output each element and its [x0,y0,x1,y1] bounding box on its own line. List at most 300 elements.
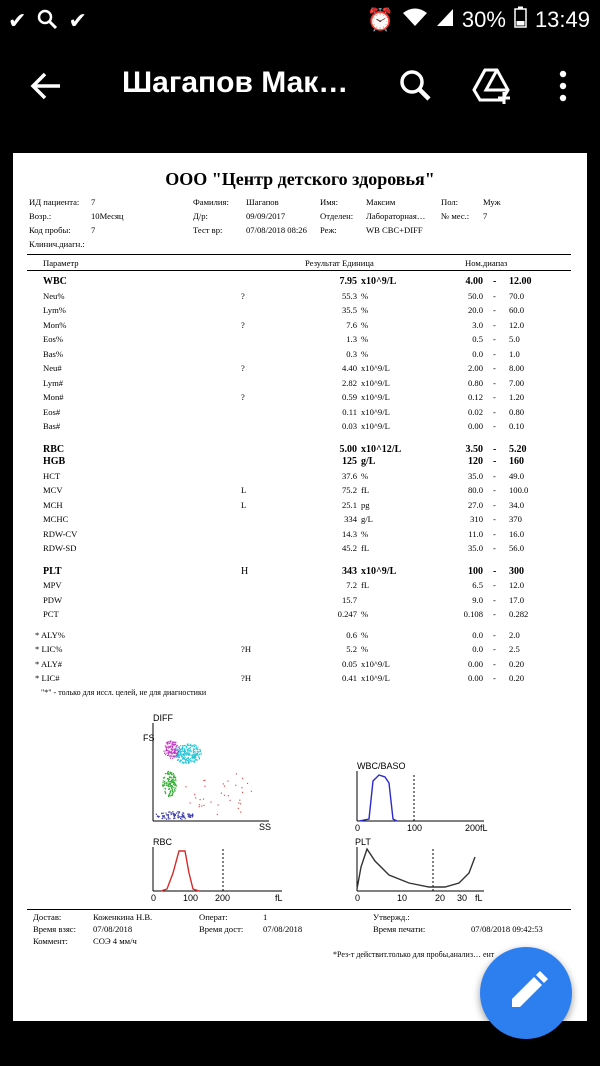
scatter-point [168,752,169,753]
scatter-point [194,744,195,745]
scatter-point [180,751,181,752]
scatter-point [200,749,201,750]
param-name: MPV [43,580,62,590]
result-unit: pg [361,500,370,510]
scatter-point [167,781,168,782]
scatter-point [179,749,180,750]
result-value: 125 [342,456,357,467]
search-icon [36,8,58,36]
rbc-unit: fL [275,893,283,903]
result-value: 7.2 [346,580,357,590]
search-icon[interactable] [396,66,436,106]
scatter-point [169,747,170,748]
scatter-point [182,754,183,755]
scatter-point [167,772,168,773]
result-unit: x10^9/L [361,378,390,388]
scatter-point [168,750,169,751]
scatter-point [162,784,163,785]
scatter-point [217,814,218,815]
scatter-point [193,757,194,758]
scatter-point [170,746,171,747]
range-low: 6.5 [472,580,483,590]
scatter-point [167,755,168,756]
scatter-point [165,773,166,774]
system-icons [366,6,590,34]
scatter-point [180,745,181,746]
result-unit: g/L [361,514,373,524]
scatter-point [177,745,178,746]
scatter-point [172,743,173,744]
scatter-point [171,788,172,789]
scatter-point [165,793,166,794]
scatter-point [185,786,186,787]
scatter-point [184,758,185,759]
result-value: 1.3 [346,334,357,344]
scatter-point [173,777,174,778]
age-label: Возр.: [29,211,52,221]
scatter-point [201,806,202,807]
range-dash: - [493,485,496,495]
scatter-point [168,741,169,742]
result-value: 0.03 [341,421,357,431]
scatter-point [170,786,171,787]
scatter-point [174,777,175,778]
param-name: RDW-SD [43,543,77,553]
scatter-point [190,815,191,816]
scatter-point [172,782,173,783]
scatter-point [198,751,199,752]
diff-x-label: SS [259,822,272,832]
param-name: * ALY% [35,630,65,640]
scatter-point [179,812,180,813]
scatter-point [173,818,174,819]
scatter-point [170,742,171,743]
param-name: Mon# [43,392,64,402]
scatter-point [171,774,172,775]
scatter-point [193,761,194,762]
range-low: 50.0 [467,291,483,301]
sex-label: Пол: [441,197,459,207]
scatter-point [189,750,190,751]
scatter-point [180,818,181,819]
scatter-point [199,806,200,807]
col-result-header: Результат Единица [305,258,374,268]
scatter-point [180,752,181,753]
scatter-point [238,803,239,804]
delivery-time-value: 07/08/2018 [263,924,303,934]
more-options-icon[interactable] [548,66,588,106]
result-value: 4.40 [341,363,357,373]
scatter-point [210,801,211,802]
app-bar [0,44,600,134]
scatter-point [163,813,164,814]
range-dash: - [493,500,496,510]
range-low: 27.0 [467,500,483,510]
range-low: 0.12 [467,392,483,402]
scatter-point [174,780,175,781]
scatter-point [190,758,191,759]
scatter-point [167,778,168,779]
status-bar [0,0,600,44]
scatter-point [193,751,194,752]
wbc-baso-histogram [349,761,499,841]
flag: H [241,566,249,577]
scatter-point [165,813,166,814]
param-name: * LIC% [35,644,63,654]
scatter-point [178,751,179,752]
scatter-point [170,781,171,782]
scatter-point [173,776,174,777]
surname-label: Фамилия: [193,197,229,207]
param-name: PLT [43,566,62,577]
wifi-icon [402,7,428,33]
scatter-point [168,755,169,756]
range-dash: - [493,673,496,683]
scatter-point [179,755,180,756]
range-dash: - [493,609,496,619]
range-low: 0.108 [463,609,483,619]
range-dash: - [493,444,497,455]
scatter-point [168,812,169,813]
scatter-point [190,749,191,750]
range-high: 8.00 [509,363,525,373]
scatter-point [174,748,175,749]
scatter-point [218,804,219,805]
scatter-point [189,747,190,748]
scatter-point [174,756,175,757]
wbc-baso-title: WBC/BASO [357,761,406,771]
bed-value: 7 [483,211,488,221]
scatter-point [183,763,184,764]
range-dash: - [493,580,496,590]
scatter-point [172,811,173,812]
result-unit: % [361,529,369,539]
flag: ?H [241,644,252,654]
range-high: 0.20 [509,659,525,669]
scatter-point [171,773,172,774]
scatter-point [164,777,165,778]
scatter-point [194,794,195,795]
result-value: 75.2 [341,485,357,495]
scatter-point [164,818,165,819]
scatter-point [169,793,170,794]
comment-value: СОЭ 4 мм/ч [93,936,137,946]
result-unit: % [361,644,369,654]
scatter-point [164,785,165,786]
sex-value: Муж [483,197,501,207]
scatter-point [195,759,196,760]
result-value: 25.1 [341,500,357,510]
clock: 13:49 [534,7,590,32]
scatter-point [171,782,172,783]
scatter-point [242,792,243,793]
wbc-tick-100: 100 [407,823,423,833]
range-dash: - [493,659,496,669]
range-low: 35.0 [467,471,483,481]
scatter-point [171,812,172,813]
result-value: 343 [342,566,357,577]
scatter-point [177,817,178,818]
range-high: 17.0 [509,595,525,605]
scatter-point [188,762,189,763]
scatter-point [167,814,168,815]
scatter-point [196,745,197,746]
scatter-point [178,813,179,814]
range-low: 80.0 [467,485,483,495]
age-value: 10Месяц [91,211,124,221]
scatter-point [169,777,170,778]
result-unit: fL [361,485,370,495]
scatter-point [170,783,171,784]
scatter-point [188,753,189,754]
range-high: 1.0 [509,349,520,359]
scatter-point [169,756,170,757]
param-name: Eos# [43,407,61,417]
scatter-point [179,816,180,817]
result-value: 5.2 [346,644,357,654]
plt-unit: fL [475,893,483,903]
range-dash: - [493,378,496,388]
range-high: 100.0 [509,485,529,495]
operator-value: 1 [263,912,268,922]
scatter-point [175,744,176,745]
flag: L [241,500,247,510]
result-unit: x10^9/L [361,392,390,402]
mode-label: Реж: [320,225,337,235]
result-unit: % [361,349,369,359]
scatter-point [171,785,172,786]
scatter-point [182,750,183,751]
scatter-point [172,790,173,791]
scatter-point [247,783,248,784]
scatter-point [158,817,159,818]
scatter-point [171,777,172,778]
scatter-point [240,803,241,804]
scatter-point [188,816,189,817]
scatter-point [189,760,190,761]
scatter-point [171,795,172,796]
param-name: MCHC [43,514,69,524]
scatter-point [168,783,169,784]
range-low: 0.0 [472,630,483,640]
scatter-point [168,754,169,755]
scatter-point [173,814,174,815]
scatter-point [173,744,174,745]
wbc-unit: fL [480,823,488,833]
scatter-point [177,750,178,751]
scatter-point [194,755,195,756]
operator-label: Операт: [199,912,228,922]
scatter-point [171,814,172,815]
scatter-point [169,774,170,775]
param-name: Bas% [43,349,64,359]
collection-time-value: 07/08/2018 [93,924,133,934]
scatter-point [227,781,228,782]
scatter-point [192,745,193,746]
divider [27,254,571,255]
range-high: 12.00 [509,276,532,287]
range-low: 0.02 [467,407,483,417]
battery-percent: 30% [461,7,506,32]
scatter-point [187,760,188,761]
flag: ?H [241,673,252,683]
document-title: Шагапов Мак… [122,66,349,99]
result-value: 5.00 [339,444,357,455]
dept-value: Лабораторная… [366,211,426,221]
range-high: 2.0 [509,630,520,640]
scatter-point [221,793,222,794]
scatter-point [186,747,187,748]
scatter-point [186,763,187,764]
scatter-point [173,813,174,814]
scatter-point [195,755,196,756]
scatter-point [174,791,175,792]
scatter-point [185,757,186,758]
range-low: 20.0 [467,305,483,315]
edit-fab-button[interactable] [480,947,572,1039]
scatter-point [189,753,190,754]
dob-label: Д/р: [193,211,208,221]
scatter-point [201,753,202,754]
scatter-point [184,745,185,746]
scatter-point [199,757,200,758]
scatter-point [164,753,165,754]
param-name: PDW [43,595,63,605]
scatter-point [175,750,176,751]
range-dash: - [493,644,496,654]
scatter-point [196,753,197,754]
range-dash: - [493,305,496,315]
result-unit: x10^9/L [361,407,390,417]
scatter-point [173,745,174,746]
param-name: Lym% [43,305,66,315]
scatter-point [183,753,184,754]
param-name: MCV [43,485,63,495]
flag: ? [241,291,245,301]
scatter-point [176,813,177,814]
approved-label: Утвержд.: [373,912,410,922]
scatter-point [171,749,172,750]
param-name: Neu# [43,363,62,373]
scatter-point [170,758,171,759]
back-arrow-icon[interactable] [28,66,68,106]
range-high: 2.5 [509,644,520,654]
param-name: HCT [43,471,61,481]
scatter-point [200,799,201,800]
scatter-point [170,740,171,741]
delivered-value: Коженкина Н.В. [93,912,153,922]
scatter-point [174,782,175,783]
result-value: 14.3 [341,529,357,539]
param-name: MCH [43,500,63,510]
result-unit: % [361,471,369,481]
param-name: RBC [43,444,65,455]
scatter-point [169,789,170,790]
scatter-point [165,754,166,755]
result-unit: x10^9/L [361,673,390,683]
scatter-point [167,750,168,751]
range-low: 2.00 [467,363,483,373]
result-unit: x10^9/L [361,566,397,577]
scatter-point [242,778,243,779]
scatter-point [162,782,163,783]
scatter-point [223,783,224,784]
result-value: 7.95 [339,276,357,287]
range-high: 34.0 [509,500,525,510]
col-param-header: Параметр [43,258,79,268]
result-value: 2.82 [341,378,357,388]
patient-id-value: 7 [91,197,96,207]
scatter-point [187,744,188,745]
scatter-point [236,773,237,774]
scatter-point [170,752,171,753]
scatter-point [175,785,176,786]
range-low: 0.0 [472,644,483,654]
scatter-point [180,760,181,761]
scatter-point [186,759,187,760]
result-unit: g/L [361,456,376,467]
range-low: 35.0 [467,543,483,553]
scatter-point [176,757,177,758]
param-name: PCT [43,609,59,619]
param-name: RDW-CV [43,529,78,539]
scatter-point [194,751,195,752]
dob-value: 09/09/2017 [246,211,286,221]
delivery-time-label: Время дост: [199,924,244,934]
scatter-point [170,790,171,791]
result-value: 0.05 [341,659,357,669]
add-to-drive-icon[interactable] [472,66,512,106]
param-name: Bas# [43,421,61,431]
scatter-point [182,812,183,813]
scatter-point [184,751,185,752]
print-time-label: Время печати: [373,924,426,934]
mode-value: WB CBC+DIFF [366,225,423,235]
scatter-point [188,813,189,814]
scatter-point [175,780,176,781]
scatter-point [173,784,174,785]
scatter-point [251,791,252,792]
scatter-point [192,815,193,816]
range-low: 0.00 [467,421,483,431]
range-dash: - [493,421,496,431]
result-value: 0.59 [341,392,357,402]
scatter-point [175,752,176,753]
scatter-point [185,818,186,819]
param-name: WBC [43,276,67,287]
result-value: 0.6 [346,630,357,640]
pencil-icon [480,947,572,1039]
scatter-point [168,817,169,818]
notification-icons [8,8,87,36]
range-dash: - [493,543,496,553]
result-value: 15.7 [341,595,357,605]
scatter-point [199,804,200,805]
param-name: HGB [43,456,66,467]
scatter-point [175,742,176,743]
dept-label: Отделен: [320,211,354,221]
divider [27,270,571,271]
scatter-point [177,811,178,812]
alarm-icon: ⏰ [366,7,394,32]
result-value: 334 [344,514,357,524]
scatter-point [169,779,170,780]
scatter-point [187,750,188,751]
scatter-point [167,774,168,775]
range-high: 70.0 [509,291,525,301]
scatter-point [172,789,173,790]
range-high: 0.20 [509,673,525,683]
